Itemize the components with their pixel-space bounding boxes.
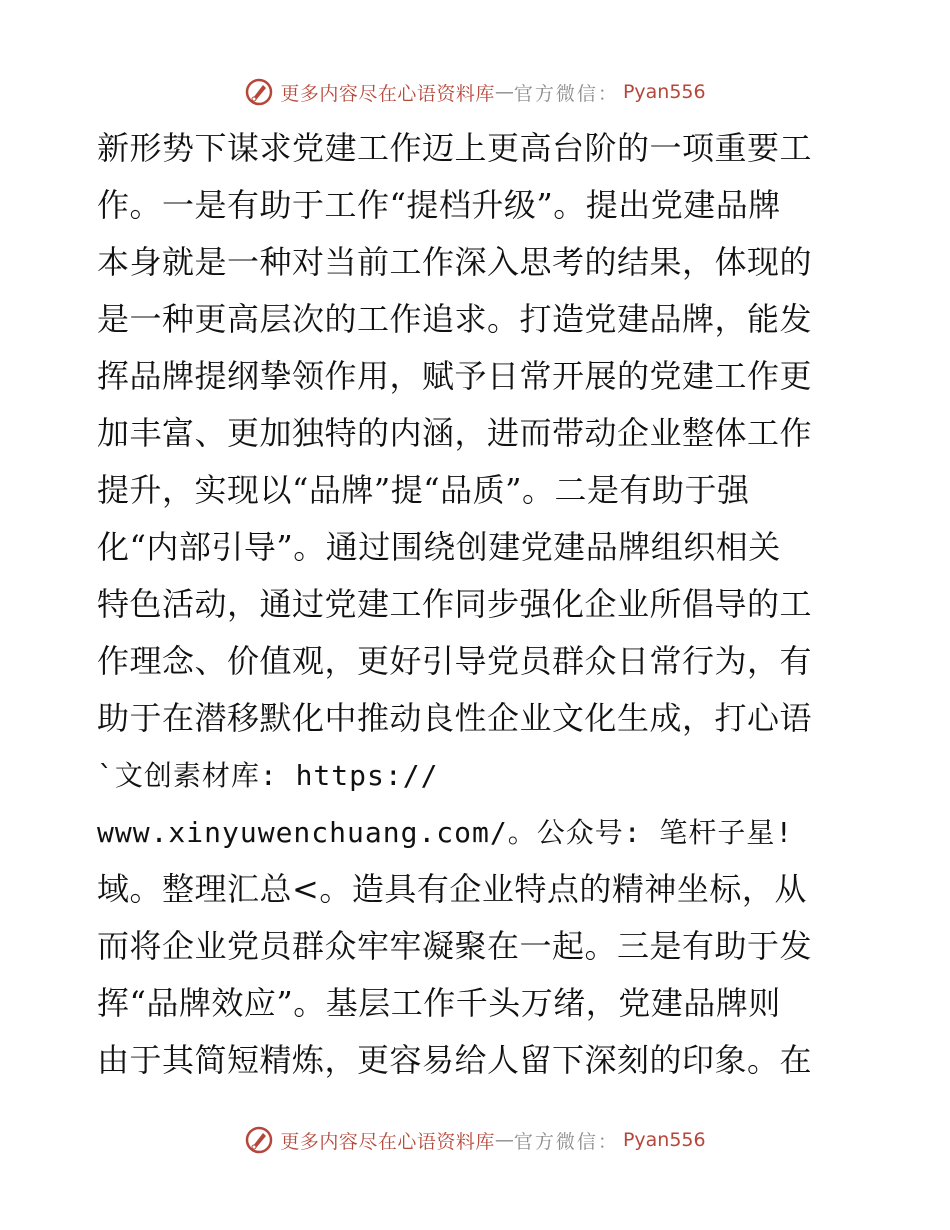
body-line: 新形势下谋求党建工作迈上更高台阶的一项重要工 [97,129,813,167]
body-line: 助于在潜移默化中推动良性企业文化生成，打心语 [97,699,813,737]
header-separator: — [494,81,514,103]
body-line: 挥品牌提纲挚领作用，赋予日常开展的党建工作更 [97,357,813,395]
body-line: 本身就是一种对当前工作深入思考的结果，体现的 [97,243,813,281]
body-line: 化“内部引导”。通过围绕创建党建品牌组织相关 [97,528,781,566]
body-line: 提升，实现以“品牌”提“品质”。二是有助于强 [97,471,750,509]
pen-nib-logo-icon [244,77,274,107]
body-line: 由于其简短精炼，更容易给人留下深刻的印象。在 [97,1041,813,1079]
header-brand-text: 更多内容尽在心语资料库 [280,82,495,105]
body-line: 挥“品牌效应”。基层工作千头万绪，党建品牌则 [97,984,781,1022]
body-line: 域。整理汇总<。造具有企业特点的精神坐标，从 [97,870,807,908]
header-wechat-id: Pyan556 [622,81,706,103]
footer-wechat-label: 官方微信： [513,1130,619,1153]
body-line: 而将企业党员群众牢牢凝聚在一起。三是有助于发 [97,927,813,965]
body-line-url-start: `文创素材库: https:// [97,759,439,792]
footer-wechat-id: Pyan556 [622,1129,706,1151]
body-line: 作。一是有助于工作“提档升级”。提出党建品牌 [97,186,781,224]
footer-brand-text: 更多内容尽在心语资料库 [280,1130,495,1153]
header-wechat-label: 官方微信： [513,82,619,105]
body-line: 是一种更高层次的工作追求。打造党建品牌，能发 [97,300,813,338]
body-line: 特色活动，通过党建工作同步强化企业所倡导的工 [97,585,813,623]
footer-banner [0,1120,950,1160]
footer-separator: — [494,1129,514,1151]
pen-nib-logo-icon [244,1125,274,1155]
body-line: 作理念、价值观，更好引导党员群众日常行为，有 [97,642,813,680]
body-line-url: www.xinyuwenchuang.com/。公众号: 笔杆子星! [97,816,794,849]
header-banner [0,72,950,112]
body-line: 加丰富、更加独特的内涵，进而带动企业整体工作 [97,414,813,452]
document-body [97,120,857,1089]
